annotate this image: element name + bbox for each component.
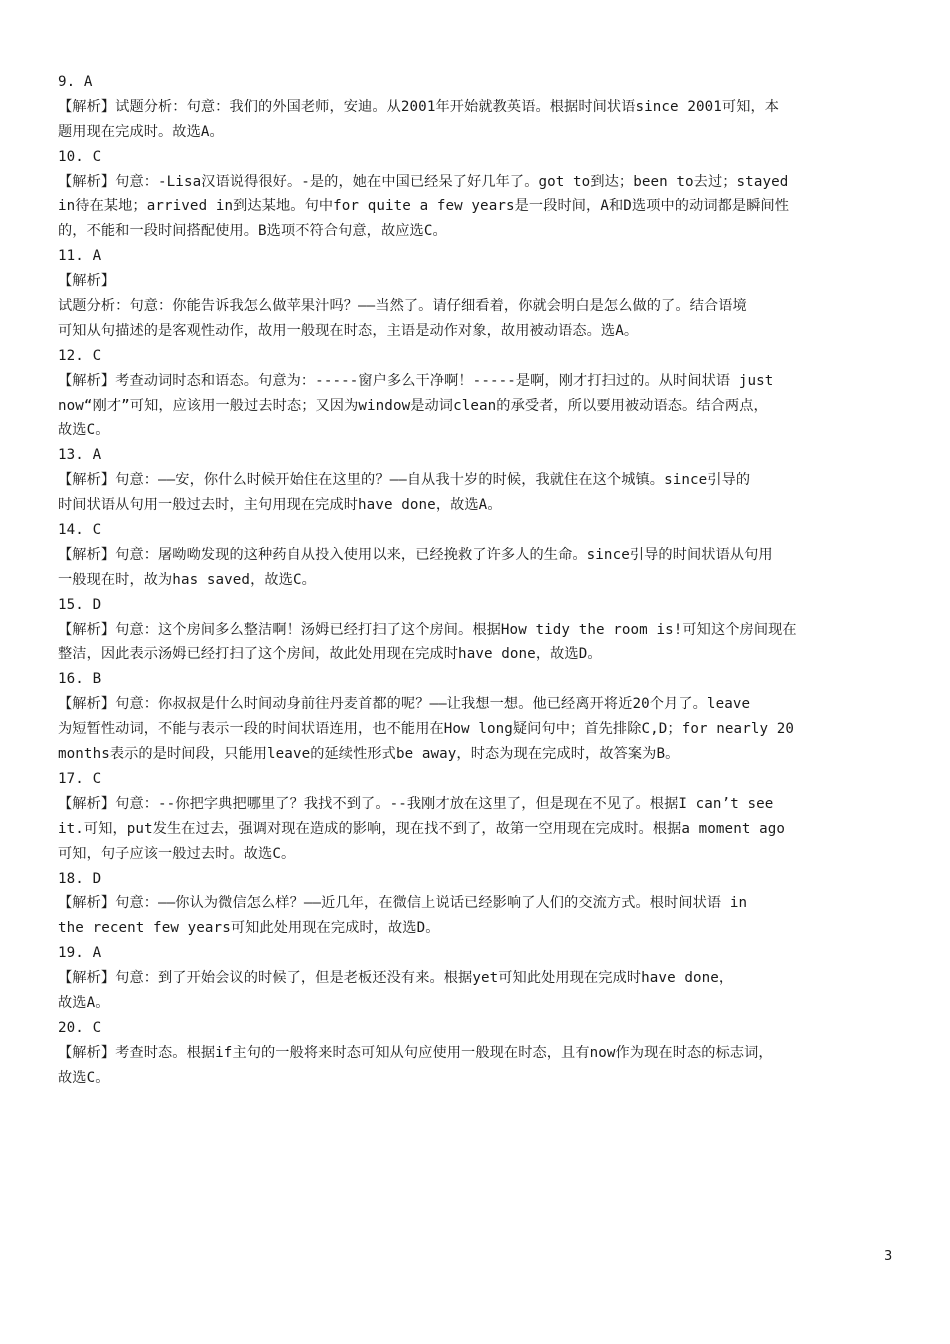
answer-key: 16. B — [58, 671, 102, 688]
page-number: 3 — [884, 1249, 893, 1264]
answer-entry — [58, 443, 894, 518]
answer-entry — [58, 145, 894, 245]
answer-entry — [58, 244, 894, 344]
answer-entry — [58, 867, 894, 942]
answer-entry — [58, 70, 894, 145]
explanation-line: 【解析】试题分析：句意：我们的外国老师，安迪。从2001年开始就教英语。根据时间状语since 2001可知，本 — [58, 98, 780, 115]
explanation-line: 【解析】考查动词时态和语态。句意为：-----窗户多么干净啊！-----是啊，刚才打扫过的。从时间状语 just — [58, 372, 774, 389]
answer-key: 9. A — [58, 74, 93, 90]
explanation-line: 【解析】句意：——安，你什么时候开始住在这里的？——自从我十岁的时候，我就住在这个城镇。since引导的 — [58, 472, 751, 489]
answer-key: 20. C — [58, 1019, 102, 1036]
explanation-line: the recent few years可知此处用现在完成时，故选D。 — [58, 920, 440, 937]
explanation-line: 【解析】句意：——你认为微信怎么样？——近几年，在微信上说话已经影响了人们的交流方式。根时间状语 in — [58, 895, 748, 912]
answer-key: 15. D — [58, 596, 102, 613]
answer-key: 11. A — [58, 248, 102, 265]
answer-key: 14. C — [58, 522, 102, 539]
explanation-line: now“刚才”可知，应该用一般过去时态；又因为window是动词clean的承受者，所以要用被动语态。结合两点， — [58, 397, 768, 414]
answer-key: 10. C — [58, 148, 102, 165]
answer-key: 18. D — [58, 870, 102, 887]
answer-key: 19. A — [58, 945, 102, 962]
explanation-line: months表示的是时间段，只能用leave的延续性形式be away，时态为现在完成时，故答案为B。 — [58, 746, 680, 763]
explanation-line: 为短暂性动词，不能与表示一段的时间状语连用，也不能用在How long疑问句中；首先排除C,D；for nearly 20 — [58, 721, 795, 738]
explanation-line: 故选C。 — [58, 1069, 110, 1086]
answer-entry — [58, 593, 894, 668]
answer-entry — [58, 941, 894, 1016]
explanation-line: 【解析】 — [58, 273, 116, 290]
explanation-line: 【解析】考查时态。根据if主句的一般将来时态可知从句应使用一般现在时态，且有now作为现在时态的标志词， — [58, 1044, 773, 1061]
answer-entry — [58, 767, 894, 867]
answer-entry — [58, 1016, 894, 1091]
explanation-line: 故选A。 — [58, 994, 110, 1011]
explanation-line: 时间状语从句用一般过去时，主句用现在完成时have done，故选A。 — [58, 497, 502, 514]
explanation-line: 可知，句子应该一般过去时。故选C。 — [58, 845, 296, 862]
answer-explanations — [58, 70, 894, 1091]
explanation-line: it.可知，put发生在过去，强调对现在造成的影响，现在找不到了，故第一空用现在完成时。根据a moment ago — [58, 820, 786, 837]
answer-entry — [58, 344, 894, 444]
answer-key: 12. C — [58, 347, 102, 364]
explanation-line: 【解析】句意：到了开始会议的时候了，但是老板还没有来。根据yet可知此处用现在完成时have done， — [58, 970, 734, 987]
explanation-line: 的，不能和一段时间搭配使用。B选项不符合句意，故应选C。 — [58, 223, 447, 240]
explanation-line: 试题分析：句意：你能告诉我怎么做苹果汁吗？——当然了。请仔细看着，你就会明白是怎么做的了。结合语境 — [58, 298, 747, 315]
answer-entry — [58, 667, 894, 767]
explanation-line: 一般现在时，故为has saved，故选C。 — [58, 571, 316, 588]
explanation-line: 【解析】句意：屠呦呦发现的这种药自从投入使用以来，已经挽救了许多人的生命。since引导的时间状语从句用 — [58, 546, 773, 563]
explanation-line: 【解析】句意：这个房间多么整洁啊！汤姆已经打扫了这个房间。根据How tidy the room is!可知这个房间现在 — [58, 621, 797, 638]
explanation-line: 可知从句描述的是客观性动作，故用一般现在时态，主语是动作对象，故用被动语态。选A。 — [58, 322, 639, 339]
answer-entry — [58, 518, 894, 593]
explanation-line: 【解析】句意：-Lisa汉语说得很好。-是的，她在中国已经呆了好几年了。got to到达；been to去过；stayed — [58, 173, 789, 190]
explanation-line: 整洁，因此表示汤姆已经打扫了这个房间，故此处用现在完成时have done，故选D。 — [58, 646, 602, 663]
explanation-line: 【解析】句意：你叔叔是什么时间动身前往丹麦首都的呢？——让我想一想。他已经离开将近20个月了。leave — [58, 696, 751, 713]
explanation-line: 【解析】句意：--你把字典把哪里了？我找不到了。--我刚才放在这里了，但是现在不见了。根据I can’t see — [58, 795, 774, 812]
answer-key: 13. A — [58, 447, 102, 464]
explanation-line: 题用现在完成时。故选A。 — [58, 123, 224, 140]
answer-key: 17. C — [58, 770, 102, 787]
explanation-line: 故选C。 — [58, 422, 110, 439]
explanation-line: in待在某地；arrived in到达某地。句中for quite a few years是一段时间，A和D选项中的动词都是瞬间性 — [58, 198, 790, 215]
